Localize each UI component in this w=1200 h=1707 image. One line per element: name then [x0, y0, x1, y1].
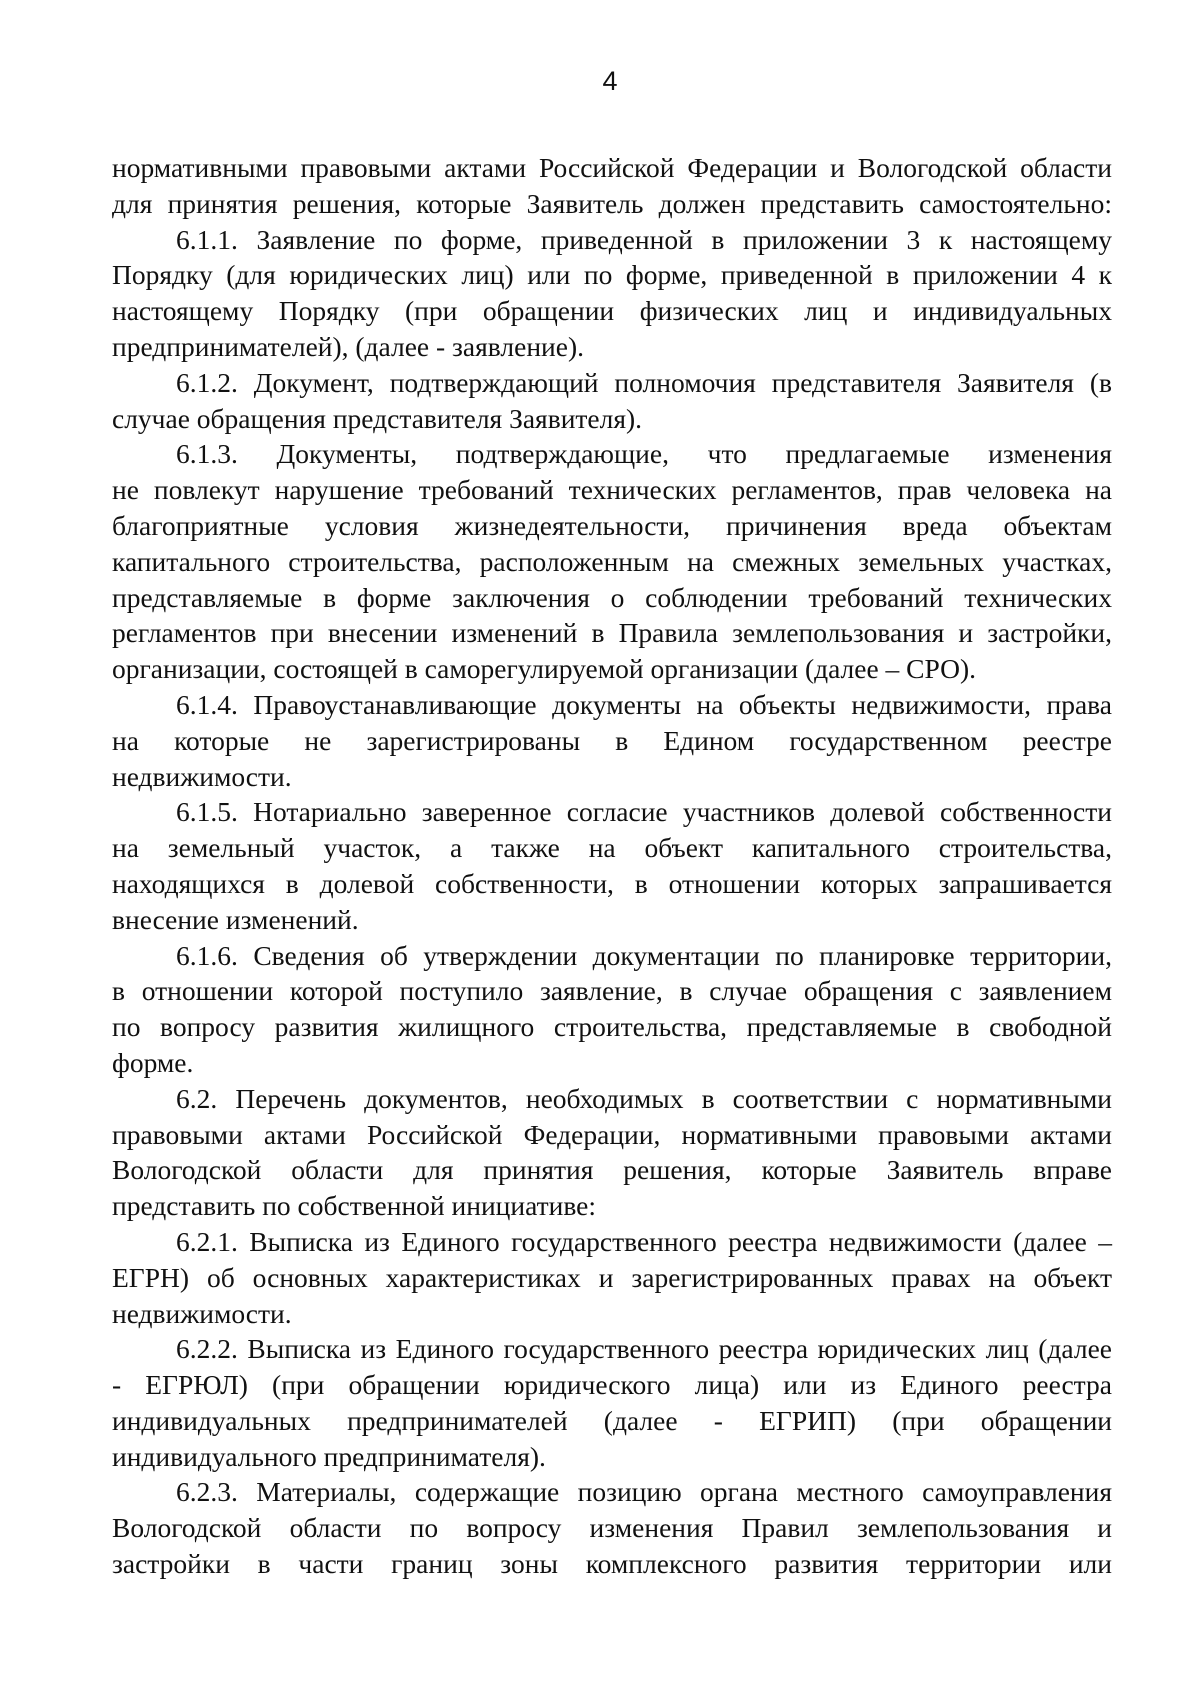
- page-number: 4: [602, 66, 618, 96]
- text-line: 6.1.4. Правоустанавливающие документы на объекты недвижимости, права: [176, 688, 1112, 720]
- text-line: ЕГРН) об основных характеристиках и зарегистрированных правах на объект: [112, 1261, 1112, 1293]
- text-line: 6.1.6. Сведения об утверждении документации по планировке территории,: [176, 939, 1112, 971]
- text-line: нормативными правовыми актами Российской Федерации и Вологодской области: [112, 152, 1112, 183]
- text-line: Порядку (для юридических лиц) или по форме, приведенной в приложении 4 к: [112, 259, 1112, 291]
- text-line: недвижимости.: [112, 760, 292, 792]
- text-line: недвижимости.: [112, 1297, 292, 1329]
- text-line: застройки в части границ зоны комплексного развития территории или: [112, 1548, 1112, 1580]
- text-line: 6.1.5. Нотариально заверенное согласие участников долевой собственности: [176, 796, 1112, 828]
- text-line: индивидуального предпринимателя).: [112, 1440, 546, 1472]
- text-line: организации, состоящей в саморегулируемой организации (далее – СРО).: [112, 653, 977, 685]
- text-line: не повлекут нарушение требований технических регламентов, прав человека на: [112, 474, 1112, 506]
- text-line: правовыми актами Российской Федерации, нормативными правовыми актами: [112, 1118, 1112, 1150]
- text-line: настоящему Порядку (при обращении физических лиц и индивидуальных: [112, 295, 1112, 327]
- text-line: для принятия решения, которые Заявитель должен представить самостоятельно:: [112, 187, 1112, 219]
- text-line: по вопросу развития жилищного строительства, представляемые в свободной: [112, 1011, 1112, 1043]
- text-line: на которые не зарегистрированы в Едином государственном реестре: [112, 724, 1112, 756]
- text-line: случае обращения представителя Заявителя).: [112, 402, 643, 434]
- text-line: представляемые в форме заключения о соблюдении требований технических: [112, 581, 1112, 613]
- text-line: благоприятные условия жизнедеятельности, причинения вреда объектам: [112, 509, 1112, 541]
- document-body: [112, 150, 1112, 1582]
- text-line: внесение изменений.: [112, 903, 359, 935]
- text-line: 6.1.3. Документы, подтверждающие, что предлагаемые изменения: [176, 438, 1112, 470]
- text-line: 6.2.3. Материалы, содержащие позицию органа местного самоуправления: [176, 1476, 1112, 1508]
- text-line: индивидуальных предпринимателей (далее - ЕГРИП) (при обращении: [112, 1404, 1112, 1436]
- text-line: представить по собственной инициативе:: [112, 1190, 597, 1222]
- text-line: капитального строительства, расположенным на смежных земельных участках,: [112, 545, 1112, 577]
- text-line: в отношении которой поступило заявление, в случае обращения с заявлением: [112, 975, 1112, 1007]
- text-line: регламентов при внесении изменений в Правила землепользования и застройки,: [112, 617, 1112, 649]
- text-line: 6.2.1. Выписка из Единого государственного реестра недвижимости (далее –: [176, 1225, 1112, 1257]
- text-line: форме.: [112, 1046, 194, 1078]
- text-line: 6.1.2. Документ, подтверждающий полномочия представителя Заявителя (в: [176, 366, 1112, 398]
- text-line: 6.1.1. Заявление по форме, приведенной в приложении 3 к настоящему: [176, 223, 1112, 255]
- text-line: 6.2.2. Выписка из Единого государственного реестра юридических лиц (далее: [176, 1333, 1112, 1365]
- text-line: Вологодской области по вопросу изменения Правил землепользования и: [112, 1512, 1112, 1544]
- text-line: 6.2. Перечень документов, необходимых в соответствии с нормативными: [176, 1082, 1112, 1114]
- text-line: Вологодской области для принятия решения, которые Заявитель вправе: [112, 1154, 1112, 1186]
- text-line: на земельный участок, а также на объект капитального строительства,: [112, 832, 1112, 864]
- text-line: находящихся в долевой собственности, в отношении которых запрашивается: [112, 867, 1112, 899]
- text-line: - ЕГРЮЛ) (при обращении юридического лица) или из Единого реестра: [112, 1369, 1112, 1401]
- text-line: предпринимателей), (далее - заявление).: [112, 330, 584, 362]
